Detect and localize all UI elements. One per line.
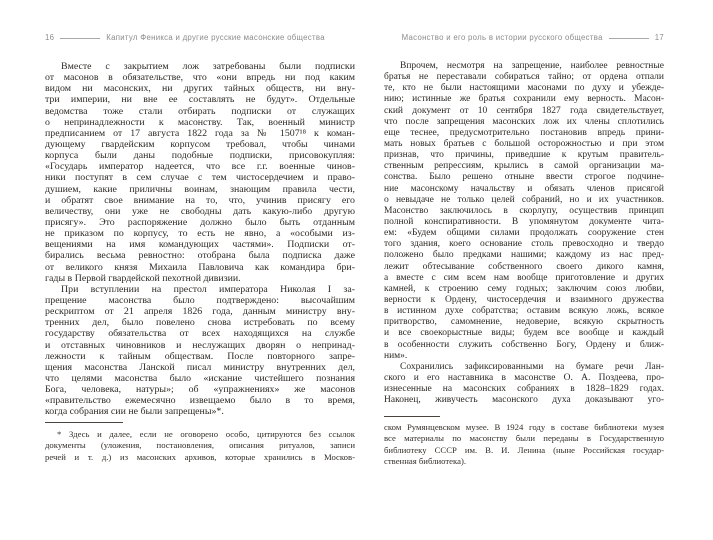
text-line: камней, к строению сему годных; заключим союз любви, (384, 283, 664, 294)
text-line: присягу». Это распоряжение должно было быть отданным (45, 216, 355, 228)
page-number-right: 17 (654, 33, 664, 42)
text-line: сонства. Было решено отныне ввести строгое подчине- (384, 172, 664, 183)
text-line: три империи, ни вне ее составлять не будут». Отдельные (45, 94, 355, 106)
text-line: положено было предками нашими; каждому из нас пред- (384, 250, 664, 261)
text-line: щения масонства Ланской писал министру внутренних дел, (45, 361, 355, 373)
text-line: притворство, самомнение, недоверие, всякую скрытность (384, 317, 664, 328)
text-line: ники поступят в сем случае с тем чистосердечием и право- (45, 172, 355, 184)
text-line: и все своекорыстные виды; будем все вообще и каждый (384, 328, 664, 339)
footnote-separator (45, 422, 123, 423)
text-line: Наконец, живучесть масонского духа доказывают уго- (384, 395, 664, 406)
text-line: что после запрещения масонских лож их члены сплотились (384, 116, 664, 127)
text-line: не приказом по корпусу, то есть не явно, а «особыми из- (45, 228, 355, 240)
text-line: когда собрания сии не были запрещены»*. (45, 406, 224, 418)
text-line: еще теснее, предусмотрительно постановив впредь прини- (384, 127, 664, 138)
header-rule (609, 38, 649, 39)
text-line: документы (уложения, постановления, описания ритуалов, записи (45, 440, 355, 451)
header-rule (60, 38, 100, 39)
text-line: в особенности служить собственно Богу, Ордену и ближ- (384, 339, 664, 350)
running-title-right: Масонство и его роль в истории русского общества (401, 33, 603, 42)
page-header-left (45, 33, 355, 42)
footnote (384, 422, 664, 467)
page-body (45, 61, 355, 418)
text-line: * Здесь и далее, если не оговорено особо, цитируются без ссылок (57, 429, 355, 439)
text-line: вещениями на имя командующих частями». Подписки от- (45, 239, 355, 251)
text-line: гады в Первой гвардейской пехотной дивизии. (45, 272, 241, 284)
text-line: речей и т. д.) из масонских архивов, которые хранились в Москов- (45, 451, 355, 462)
text-line: видом ни масонских, ни других тайных обществ, ни вну- (45, 83, 355, 95)
text-line: ем: «Будем общими силами продолжать сооружение стен (384, 228, 664, 239)
text-line: ского и его наставника в масонстве О. А. Поздеева, про- (384, 372, 664, 383)
text-line: лежности к тайным обществам. После повторного запре- (45, 350, 355, 362)
text-line: братья не переставали собираться тайно; от ордена отпали (384, 72, 664, 83)
text-line: а вместе с сим всем нам вообще приготовление и других (384, 272, 664, 283)
text-line: государству обязательства от всех находящихся на службе (45, 328, 355, 340)
text-line: ском Румянцевском музее. В 1924 году в составе библиотеки музея (384, 422, 664, 432)
text-line: Бога, человека, натуры»; об «упражнениях» же масонов (45, 384, 355, 396)
text-line: мать новых братьев с большой осторожностью и при этом (384, 138, 664, 149)
text-line: Впрочем, несмотря на запрещение, наиболее ревностные (400, 61, 664, 71)
text-line: изнесенные на масонских собраниях в 1828–1829 годах. (384, 384, 664, 395)
text-line: величеству, они уже не свободны дать какую-либо другую (45, 205, 355, 217)
text-line: Вместе с закрытием лож затребованы были подписки (61, 61, 355, 72)
text-line: предписанием от 17 августа 1822 года за № 1507¹⁸ к коман- (45, 127, 355, 139)
text-line: все материалы по масонству были переданы в Государственную (384, 433, 664, 444)
text-line: При вступлении на престол императора Николая I за- (61, 283, 355, 295)
text-line: ственным репрессиям, крылись в самой организации ма- (384, 161, 664, 172)
footnote (45, 429, 355, 463)
text-line: лежит обтесывание собственного своего дикого камня, (384, 261, 664, 272)
text-line: и отставных чиновников и неслужащих дворян о непринад- (45, 339, 355, 351)
text-line: библиотеку СССР им. В. И. Ленина (ныне Российская государ- (384, 444, 664, 455)
text-line: признав, что причины, приведшие к крутым правитель- (384, 150, 664, 161)
text-line: и обратят свое внимание на то, что, учинив присягу его (45, 194, 355, 206)
footnote-separator (384, 416, 440, 417)
text-line: от великого князя Михаила Павловича как командира бри- (45, 261, 355, 273)
text-line: в истинном духе собратства; оставим всякую ложь, всякое (384, 306, 664, 317)
text-line: о непринадлежности к масонству. Так, военный министр (45, 116, 355, 128)
text-line: бирались весьма ревностно: отобрана была подписка даже (45, 250, 355, 262)
text-line: Сохранились зафиксированными на бумаге речи Лан- (400, 361, 664, 372)
page-right (384, 0, 664, 540)
text-line: верности к Ордену, чистосердечия и взаимного дружества (384, 294, 664, 305)
text-line: тренних дел, было повелено снова истребовать по всему (45, 317, 355, 329)
text-line: ский документ от 10 сентября 1827 года свидетельствует, (384, 105, 664, 116)
text-line: те, кто не были настоящими масонами по духу и убежде- (384, 83, 664, 94)
text-line: ственная библиотека). (384, 455, 467, 466)
page-left (45, 0, 355, 540)
text-line: того здания, коего основание столь превосходно и твердо (384, 239, 664, 250)
text-line: прещение масонства было подтверждено: высочайшим (45, 294, 355, 306)
page-header-right (384, 33, 664, 42)
text-line: ведомства тоже стали отбирать подписки от служащих (45, 105, 355, 117)
text-line: что целями масонства было «искание чистейшего познания (45, 372, 355, 384)
text-line: от масонов в обязательстве, что «они впредь ни под каким (45, 72, 355, 84)
text-line: «правительство ежемесячно извещаемо было в то время, (45, 395, 355, 407)
page-body (384, 61, 664, 406)
text-line: о невыдаче не только целей собраний, но и их участников. (384, 194, 664, 205)
text-line: рескриптом от 21 апреля 1826 года, данным министру вну- (45, 306, 355, 318)
page-number-left: 16 (45, 33, 55, 42)
text-line: «Государь император надеется, что все г.г. военные чинов- (45, 161, 355, 173)
running-title-left: Капитул Феникса и другие русские масонские общества (106, 33, 325, 42)
text-line: нию; истинные же братья сохранили ему верность. Масон- (384, 94, 664, 105)
text-line: полной конспиративности. В упомянутом документе чита- (384, 216, 664, 227)
text-line: Масонство заключилось в скорлупу, осуществив принцип (384, 205, 664, 216)
text-line: дующему гвардейским корпусом требовал, чтобы чинами (45, 138, 355, 150)
text-line: ние масонскому начальству и обязать членов присягой (384, 183, 664, 194)
text-line: душием, какие приличны воинам, знающим правила чести, (45, 183, 355, 195)
text-line: корпуса были даны подобные подписки, присовокупляя: (45, 150, 355, 162)
text-line: ним». (384, 350, 408, 361)
